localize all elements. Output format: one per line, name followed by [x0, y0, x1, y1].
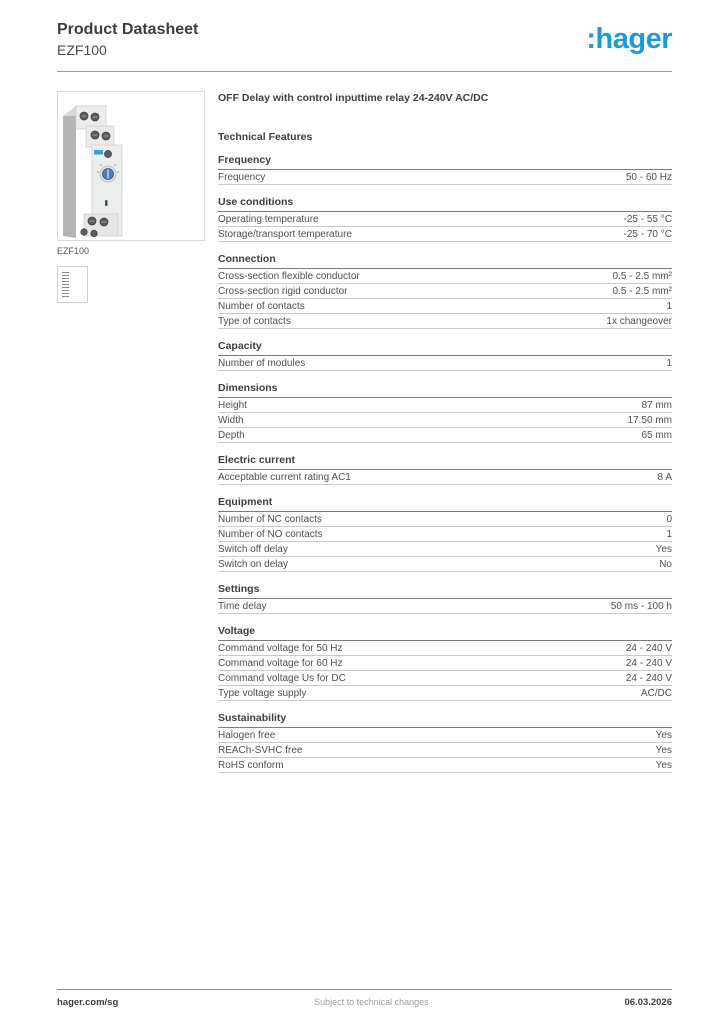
spec-label: Switch off delay [218, 544, 288, 556]
spec-section [218, 583, 672, 614]
spec-value: Yes [655, 730, 672, 742]
spec-row [218, 356, 672, 371]
spec-row [218, 527, 672, 542]
spec-section-title: Frequency [218, 154, 672, 170]
spec-section-title: Use conditions [218, 196, 672, 212]
spec-value: Yes [655, 544, 672, 556]
spec-label: Halogen free [218, 730, 276, 742]
spec-row [218, 557, 672, 572]
spec-value: 50 - 60 Hz [625, 172, 672, 184]
spec-label: REACh-SVHC free [218, 745, 303, 757]
spec-row [218, 542, 672, 557]
spec-value: -25 - 70 °C [623, 229, 672, 241]
spec-section [218, 340, 672, 371]
spec-row [218, 656, 672, 671]
technical-features-heading: Technical Features [218, 131, 313, 144]
footer-website-link[interactable]: hager.com/sg [57, 997, 119, 1008]
spec-label: Type of contacts [218, 316, 291, 328]
spec-row [218, 227, 672, 242]
product-title: OFF Delay with control inputtime relay 24-240V AC/DC [218, 91, 489, 104]
spec-row [218, 728, 672, 743]
spec-label: Storage/transport temperature [218, 229, 352, 241]
spec-value: 1x changeover [606, 316, 672, 328]
spec-value: 24 - 240 V [625, 658, 672, 670]
spec-row [218, 428, 672, 443]
spec-label: Command voltage for 60 Hz [218, 658, 343, 670]
spec-section-title: Dimensions [218, 382, 672, 398]
spec-section-title: Equipment [218, 496, 672, 512]
spec-label: Switch on delay [218, 559, 289, 571]
spec-value: 1 [666, 358, 672, 370]
spec-label: Height [218, 400, 247, 412]
spec-section-rows [218, 470, 672, 485]
spec-section-rows [218, 398, 672, 443]
spec-section [218, 496, 672, 572]
spec-row [218, 413, 672, 428]
spec-value: Yes [655, 745, 672, 757]
spec-value: -25 - 55 °C [623, 214, 672, 226]
spec-row [218, 512, 672, 527]
spec-row [218, 743, 672, 758]
spec-label: RoHS conform [218, 760, 284, 772]
spec-section-title: Capacity [218, 340, 672, 356]
spec-section [218, 196, 672, 242]
spec-row [218, 212, 672, 227]
spec-row [218, 314, 672, 329]
spec-section-rows [218, 599, 672, 614]
spec-section [218, 154, 672, 185]
spec-row [218, 470, 672, 485]
spec-section-rows [218, 512, 672, 572]
spec-section-title: Settings [218, 583, 672, 599]
spec-label: Command voltage Us for DC [218, 673, 346, 685]
spec-value: No [659, 559, 672, 571]
spec-section [218, 253, 672, 329]
page-footer [57, 989, 672, 1008]
spec-label: Type voltage supply [218, 688, 307, 700]
spec-section-rows [218, 728, 672, 773]
spec-row [218, 671, 672, 686]
product-code: EZF100 [57, 41, 107, 58]
spec-section-rows [218, 170, 672, 185]
footer-divider [57, 989, 672, 990]
spec-section-rows [218, 356, 672, 371]
spec-section [218, 454, 672, 485]
spec-label: Number of contacts [218, 301, 305, 313]
page-title: Product Datasheet [57, 21, 199, 38]
spec-sections [218, 154, 672, 773]
spec-section-rows [218, 212, 672, 242]
spec-label: Acceptable current rating AC1 [218, 472, 351, 484]
spec-row [218, 170, 672, 185]
spec-label: Command voltage for 50 Hz [218, 643, 343, 655]
spec-label: Number of modules [218, 358, 306, 370]
spec-section-title: Sustainability [218, 712, 672, 728]
spec-label: Number of NO contacts [218, 529, 323, 541]
footer-date: 06.03.2026 [624, 997, 672, 1008]
spec-label: Width [218, 415, 244, 427]
spec-value: 0.5 - 2.5 mm² [612, 286, 672, 298]
spec-label: Time delay [218, 601, 267, 613]
spec-value: 24 - 240 V [625, 643, 672, 655]
spec-row [218, 599, 672, 614]
spec-value: Yes [655, 760, 672, 772]
spec-section-title: Voltage [218, 625, 672, 641]
spec-row [218, 641, 672, 656]
spec-row [218, 686, 672, 701]
spec-section [218, 625, 672, 701]
page-header [0, 0, 724, 58]
product-photo-illustration [58, 92, 204, 240]
spec-column [218, 91, 672, 774]
product-image-caption: EZF100 [57, 245, 90, 256]
spec-label: Operating temperature [218, 214, 319, 226]
spec-label: Number of NC contacts [218, 514, 322, 526]
spec-row [218, 398, 672, 413]
left-column [57, 91, 205, 774]
spec-value: 17.50 mm [627, 415, 672, 427]
footer-note: Subject to technical changes [314, 997, 429, 1007]
product-image [57, 91, 205, 241]
hager-logo: :hager [586, 23, 672, 55]
spec-value: 87 mm [641, 400, 672, 412]
spec-row [218, 269, 672, 284]
content-columns [0, 72, 724, 774]
spec-value: 1 [666, 301, 672, 313]
spec-value: 24 - 240 V [625, 673, 672, 685]
spec-label: Cross-section rigid conductor [218, 286, 348, 298]
spec-value: 8 A [657, 472, 672, 484]
spec-section [218, 382, 672, 443]
spec-section [218, 712, 672, 773]
spec-label: Cross-section flexible conductor [218, 271, 360, 283]
spec-row [218, 299, 672, 314]
spec-label: Depth [218, 430, 245, 442]
spec-value: 0 [666, 514, 672, 526]
barcode-thumbnail [57, 266, 88, 303]
spec-row [218, 758, 672, 773]
spec-section-rows [218, 641, 672, 701]
spec-value: 50 ms - 100 h [610, 601, 672, 613]
footer-row [57, 997, 672, 1008]
spec-row [218, 284, 672, 299]
spec-value: 0.5 - 2.5 mm² [612, 271, 672, 283]
spec-value: 1 [666, 529, 672, 541]
spec-value: AC/DC [640, 688, 672, 700]
spec-label: Frequency [218, 172, 266, 184]
spec-section-rows [218, 269, 672, 329]
spec-section-title: Connection [218, 253, 672, 269]
spec-value: 65 mm [641, 430, 672, 442]
header-titles [57, 21, 198, 58]
spec-section-title: Electric current [218, 454, 672, 470]
barcode-icon [62, 272, 69, 299]
